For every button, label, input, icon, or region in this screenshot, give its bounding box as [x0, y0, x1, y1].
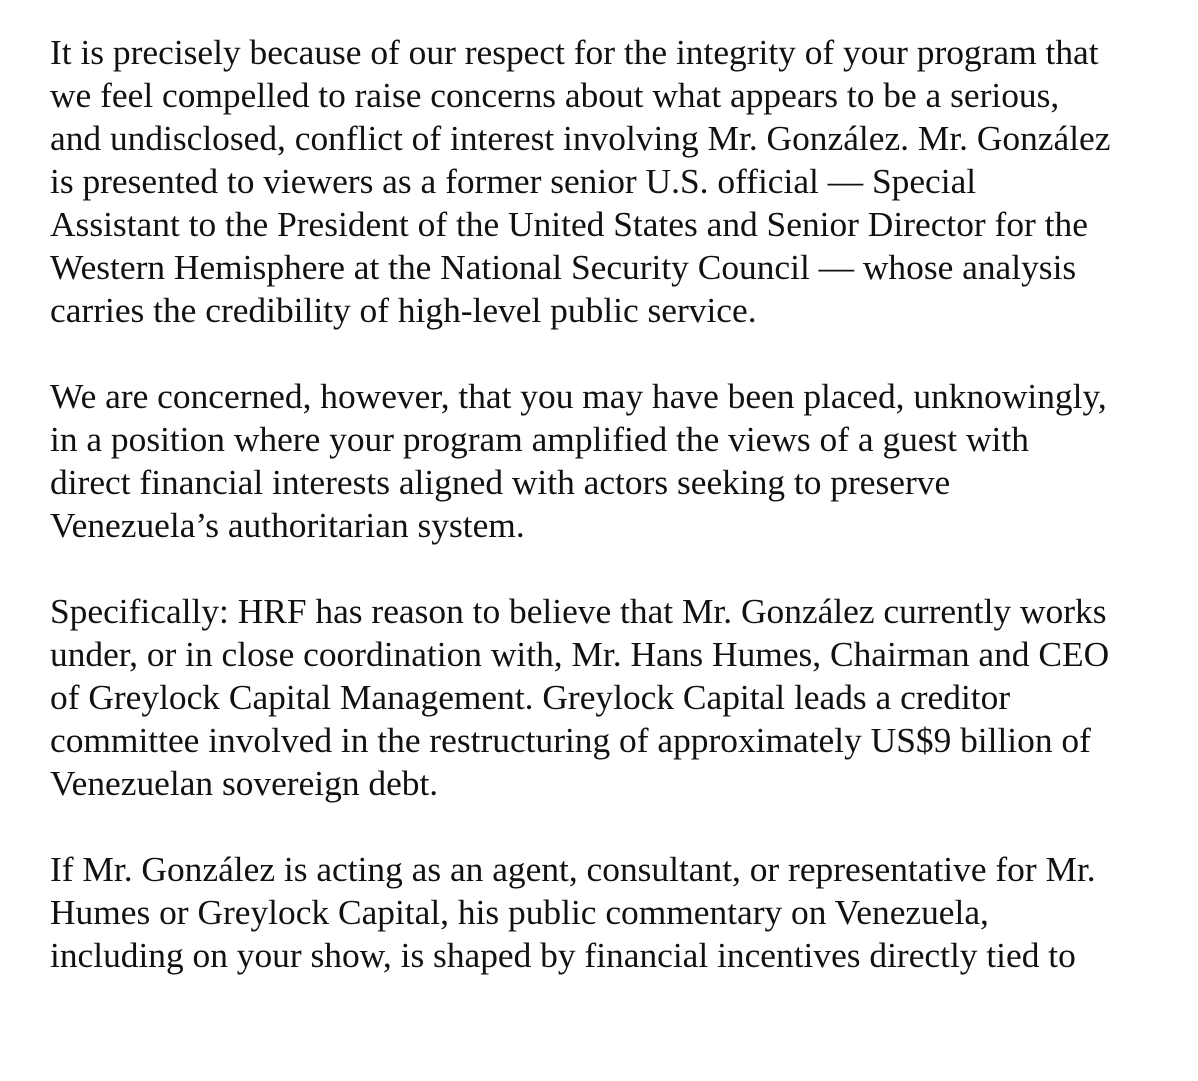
paragraph-respect-integrity: [50, 31, 1190, 332]
text-line: Western Hemisphere at the National Security Council — whose analysis: [50, 247, 1077, 287]
text-line: It is precisely because of our respect for the integrity of your program that: [50, 32, 1099, 72]
text-line: including on your show, is shaped by financial incentives directly tied to: [50, 935, 1076, 975]
letter-body: [50, 31, 1190, 1020]
text-line: Venezuelan sovereign debt.: [50, 763, 439, 803]
text-line: Humes or Greylock Capital, his public commentary on Venezuela,: [50, 892, 989, 932]
text-line: and undisclosed, conflict of interest involving Mr. González. Mr. González: [50, 118, 1111, 158]
text-line: Assistant to the President of the United States and Senior Director for the: [50, 204, 1088, 244]
text-line: is presented to viewers as a former senior U.S. official — Special: [50, 161, 977, 201]
paragraph-financial-incentives: [50, 848, 1190, 977]
text-line: committee involved in the restructuring of approximately US$9 billion of: [50, 720, 1091, 760]
text-line: of Greylock Capital Management. Greylock Capital leads a creditor: [50, 677, 1011, 717]
text-line: direct financial interests aligned with actors seeking to preserve: [50, 462, 951, 502]
paragraph-specifics: [50, 590, 1190, 805]
text-line: Specifically: HRF has reason to believe that Mr. González currently works: [50, 591, 1107, 631]
text-line: We are concerned, however, that you may have been placed, unknowingly,: [50, 376, 1107, 416]
text-line: If Mr. González is acting as an agent, consultant, or representative for Mr.: [50, 849, 1096, 889]
text-line: under, or in close coordination with, Mr. Hans Humes, Chairman and CEO: [50, 634, 1110, 674]
text-line: we feel compelled to raise concerns about what appears to be a serious,: [50, 75, 1060, 115]
text-line: carries the credibility of high-level public service.: [50, 290, 757, 330]
text-line: in a position where your program amplified the views of a guest with: [50, 419, 1029, 459]
paragraph-concern: [50, 375, 1190, 547]
text-line: Venezuela’s authoritarian system.: [50, 505, 525, 545]
